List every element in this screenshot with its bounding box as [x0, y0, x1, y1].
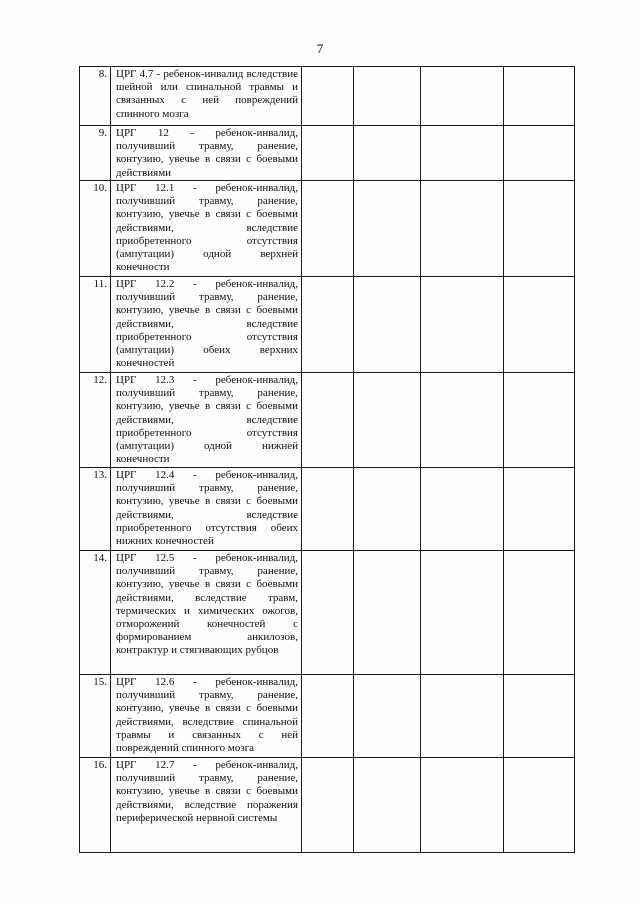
row-number: 11. — [80, 277, 111, 373]
empty-cell — [302, 758, 354, 853]
table-row — [80, 277, 575, 373]
row-description: ЦРГ 12.6 - ребенок-инвалид, получивший травму, ранение, контузию, увечье в связи с боевыми действиями, вследствие спинальной травмы и связанных с ней повреждений спинного мозга — [111, 675, 302, 758]
page-number: 7 — [316, 41, 324, 56]
table-row — [80, 675, 575, 758]
empty-cell — [302, 181, 354, 277]
table-row — [80, 126, 575, 181]
row-description: ЦРГ 12.4 - ребенок-инвалид, получивший травму, ранение, контузию, увечье в связи с боевыми действиями, вследствие приобретенного отсутствия обеих нижних конечностей — [111, 468, 302, 551]
empty-cell — [354, 373, 421, 468]
row-number: 16. — [80, 758, 111, 853]
empty-cell — [421, 468, 504, 551]
table-row — [80, 181, 575, 277]
empty-cell — [504, 551, 575, 675]
row-description: ЦРГ 12.2 - ребенок-инвалид, получивший травму, ранение, контузию, увечье в связи с боевыми действиями, вследствие приобретенного отсутствия (ампутации) обеих верхних конечностей — [111, 277, 302, 373]
row-description: ЦРГ 12.1 - ребенок-инвалид, получивший травму, ранение, контузию, увечье в связи с боевыми действиями, вследствие приобретенного отсутствия (ампутации) одной верхней конечности — [111, 181, 302, 277]
empty-cell — [354, 551, 421, 675]
empty-cell — [421, 126, 504, 181]
empty-cell — [421, 67, 504, 126]
empty-cell — [302, 67, 354, 126]
empty-cell — [421, 758, 504, 853]
row-number: 12. — [80, 373, 111, 468]
empty-cell — [421, 277, 504, 373]
empty-cell — [354, 277, 421, 373]
table-row — [80, 67, 575, 126]
empty-cell — [354, 181, 421, 277]
empty-cell — [302, 277, 354, 373]
empty-cell — [504, 468, 575, 551]
empty-cell — [354, 468, 421, 551]
empty-cell — [354, 67, 421, 126]
table-row — [80, 373, 575, 468]
empty-cell — [302, 373, 354, 468]
empty-cell — [421, 181, 504, 277]
row-description: ЦРГ 12.7 - ребенок-инвалид, получивший травму, ранение, контузию, увечье в связи с боевыми действиями, вследствие поражения периферической нервной системы — [111, 758, 302, 853]
rehabilitation-groups-table — [79, 66, 575, 853]
empty-cell — [504, 675, 575, 758]
row-number: 10. — [80, 181, 111, 277]
row-number: 15. — [80, 675, 111, 758]
row-number: 8. — [80, 67, 111, 126]
empty-cell — [354, 126, 421, 181]
empty-cell — [504, 181, 575, 277]
empty-cell — [504, 126, 575, 181]
empty-cell — [302, 126, 354, 181]
empty-cell — [421, 373, 504, 468]
empty-cell — [354, 675, 421, 758]
table-row — [80, 551, 575, 675]
row-number: 13. — [80, 468, 111, 551]
row-number: 9. — [80, 126, 111, 181]
table-row — [80, 758, 575, 853]
empty-cell — [302, 675, 354, 758]
row-description: ЦРГ 12.5 - ребенок-инвалид, получивший травму, ранение, контузию, увечье в связи с боевыми действиями, вследствие травм, термических и химических ожогов, отморожений конечностей с формированием анкилозов, контрактур и стягивающих рубцов — [111, 551, 302, 675]
table-row — [80, 468, 575, 551]
empty-cell — [504, 373, 575, 468]
row-description: ЦРГ 12.3 - ребенок-инвалид, получивший травму, ранение, контузию, увечье в связи с боевыми действиями, вследствие приобретенного отсутствия (ампутации) одной нижней конечности — [111, 373, 302, 468]
row-description: ЦРГ 12 - ребенок-инвалид, получивший травму, ранение, контузию, увечье в связи с боевыми действиями — [111, 126, 302, 181]
empty-cell — [302, 468, 354, 551]
empty-cell — [504, 277, 575, 373]
row-number: 14. — [80, 551, 111, 675]
empty-cell — [504, 758, 575, 853]
empty-cell — [421, 551, 504, 675]
empty-cell — [354, 758, 421, 853]
empty-cell — [302, 551, 354, 675]
empty-cell — [421, 675, 504, 758]
empty-cell — [504, 67, 575, 126]
row-description: ЦРГ 4.7 - ребенок-инвалид вследствие шейной или спинальной травмы и связанных с ней повреждений спинного мозга — [111, 67, 302, 126]
